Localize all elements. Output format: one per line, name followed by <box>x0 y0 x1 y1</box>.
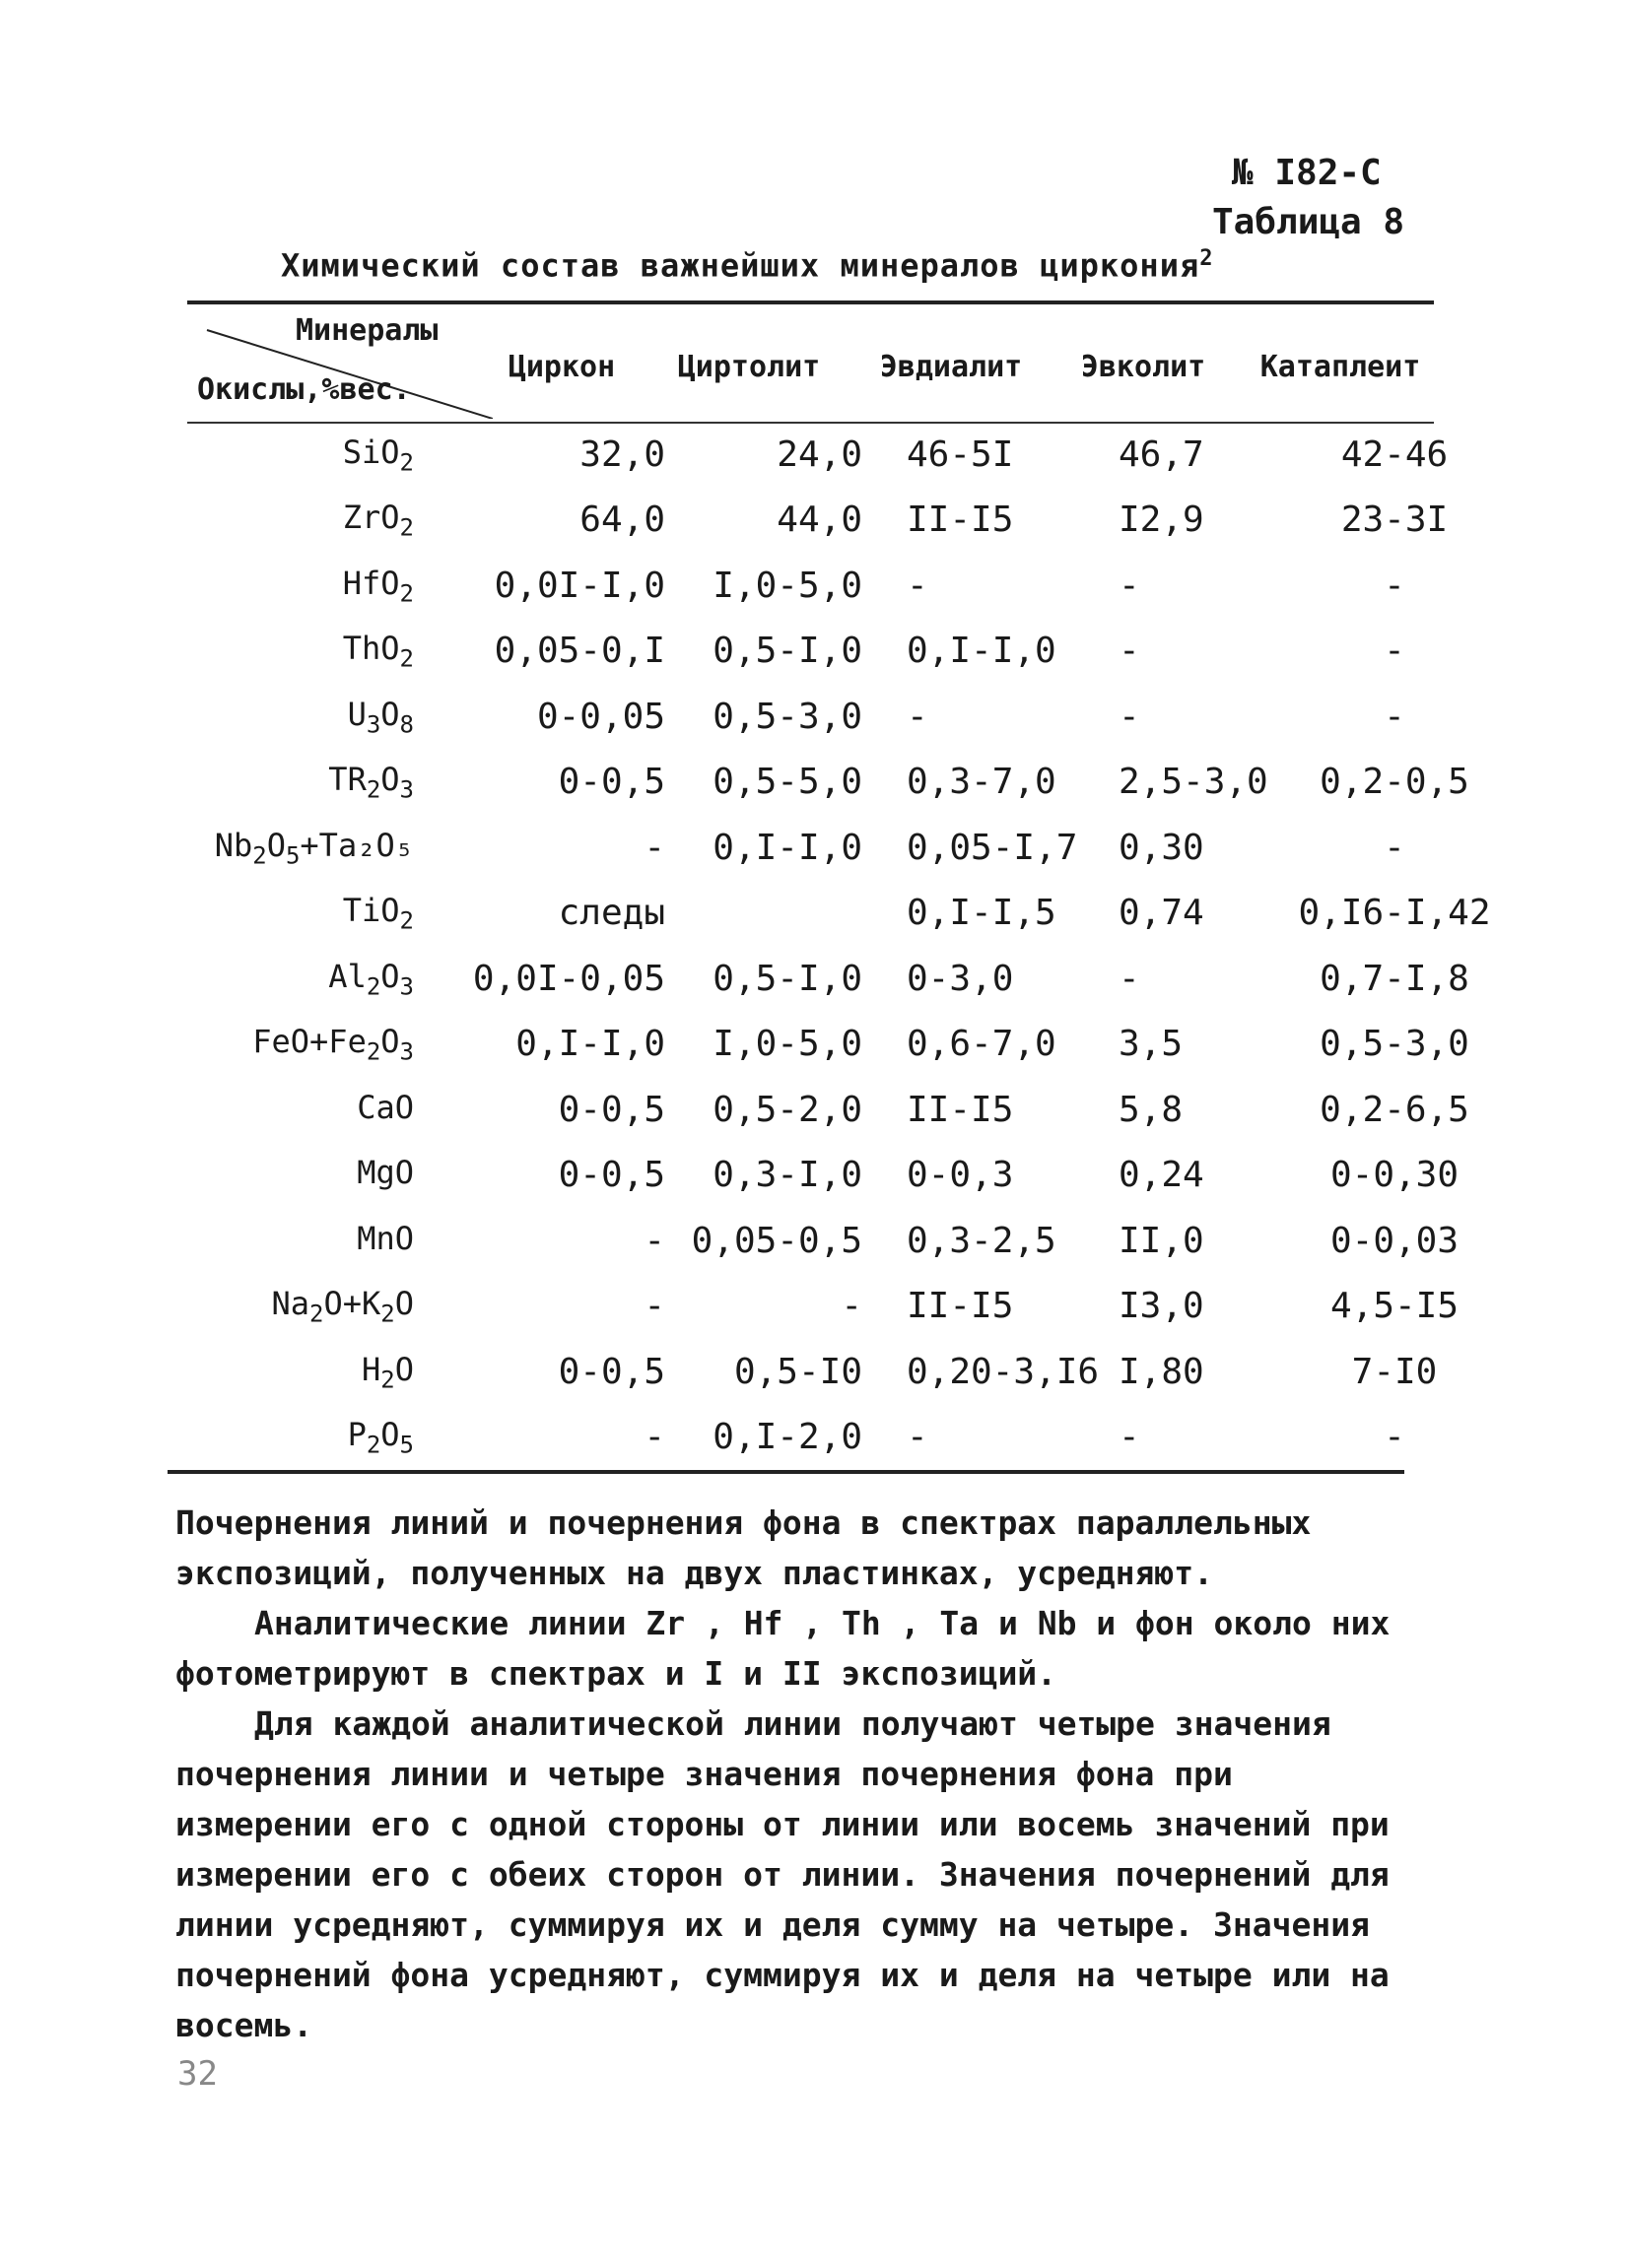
value-cell: 0-0,30 <box>1329 1155 1460 1196</box>
document-code: № I82-С <box>1232 153 1382 193</box>
oxide-formula-part: 2 <box>366 971 381 1000</box>
value-cell: - <box>644 1220 665 1261</box>
value-cell: 0,7-I,8 <box>1320 958 1469 999</box>
table-row <box>168 946 1493 1012</box>
oxide-formula-part: 2 <box>399 513 414 542</box>
value-cell: 0,2-0,5 <box>1320 762 1469 803</box>
oxide-formula-part: 2 <box>252 840 267 869</box>
value-cell: следы <box>558 893 665 934</box>
corner-oxides-label: Окислы,%вес. <box>197 372 411 407</box>
value-cell: 0,5-I0 <box>733 1351 862 1392</box>
value-cell: 0-0,5 <box>558 762 665 803</box>
table-row <box>168 553 1493 619</box>
paragraph-3: Для каждой аналитической линии получают четыре значения почернения линии и четыре значения почернения фона при измерении его с одной стороны от линии или восемь значений при измерении его с обеих сторон от линии. Значения почернений для линии усредняют, суммируя их и деля сумму на четыре. Значения почернений фона усредняют, суммируя их и деля на четыре или на восемь. <box>175 1704 1390 2044</box>
paragraph-2: Аналитические линии Zr , Hf , Th , Ta и Nb и фон около них фотометрируют в спектрах и I и II экспозиций. <box>175 1604 1391 1693</box>
value-cell: - <box>1384 631 1405 672</box>
oxide-formula-part: 2 <box>366 1037 381 1066</box>
oxide-formula-part: TiO <box>342 892 400 930</box>
value-cell: 42-46 <box>1340 434 1449 475</box>
oxide-cell <box>168 619 453 685</box>
value-cell: - <box>644 1417 665 1458</box>
value-cell: 0-0,5 <box>558 1089 665 1130</box>
value-cell: I,0-5,0 <box>713 1024 862 1065</box>
oxide-cell <box>168 553 453 619</box>
value-cell: 0,3-I,0 <box>713 1155 862 1196</box>
value-cell: 0,3-7,0 <box>907 762 1056 803</box>
value-cell: 0-0,05 <box>536 696 665 737</box>
value-cell: 0-0,5 <box>558 1155 665 1196</box>
value-cell: - <box>907 696 928 737</box>
column-header-eucolite: Эвколит <box>1080 350 1206 384</box>
value-cell: - <box>1384 565 1405 606</box>
table-row <box>168 1405 1493 1471</box>
value-cell: 0,5-2,0 <box>713 1089 862 1130</box>
value-cell: II,0 <box>1119 1220 1204 1261</box>
value-cell: II-I5 <box>907 1089 1014 1130</box>
top-rule <box>187 300 1434 304</box>
value-cell: 0,I-I,5 <box>907 893 1056 934</box>
oxide-formula-part: 3 <box>399 971 414 1000</box>
value-cell: 0,05-0,I <box>494 631 665 672</box>
value-cell: 0,5-I,0 <box>713 958 862 999</box>
oxide-formula-part: 3 <box>366 709 381 738</box>
oxide-formula-part: Nb <box>214 826 253 864</box>
oxide-cell <box>168 684 453 750</box>
oxide-formula-part: O <box>394 1350 414 1388</box>
oxide-cell <box>168 488 453 554</box>
oxide-formula-part: O+K <box>323 1285 381 1323</box>
oxide-cell <box>168 1405 453 1471</box>
table-caption-text: Химический состав важнейших минералов циркония <box>281 246 1200 285</box>
value-cell: II-I5 <box>907 500 1014 541</box>
table-row <box>168 619 1493 685</box>
value-cell: I,0-5,0 <box>713 565 862 606</box>
value-cell: - <box>644 827 665 868</box>
value-cell: 23-3I <box>1340 500 1449 541</box>
value-cell: - <box>841 1286 862 1327</box>
body-text <box>175 1498 1427 2050</box>
value-cell: 0-0,3 <box>907 1155 1014 1196</box>
oxide-formula-part: 2 <box>399 447 414 476</box>
oxide-formula-part: 3 <box>399 775 414 804</box>
oxide-cell <box>168 1208 453 1274</box>
value-cell: II-I5 <box>907 1286 1014 1327</box>
value-cell: - <box>1119 958 1140 999</box>
table-row <box>168 1012 1493 1078</box>
oxide-formula-part: O <box>380 957 400 995</box>
value-cell: 0,20-3,I6 <box>907 1351 1100 1392</box>
table-row <box>168 1143 1493 1209</box>
oxide-formula-part: 2 <box>309 1300 324 1328</box>
value-cell: - <box>1119 565 1140 606</box>
value-cell: 2,5-3,0 <box>1119 762 1268 803</box>
value-cell: 46,7 <box>1119 434 1204 475</box>
column-header-eudialyte: Эвдиалит <box>879 350 1023 384</box>
value-cell: 0,I-I,0 <box>713 827 862 868</box>
value-cell: - <box>644 1286 665 1327</box>
paragraph-1: Почернения линий и почернения фона в спектрах параллельных экспозиций, полученных на двух пластинках, усредняют. <box>175 1503 1312 1592</box>
oxide-formula-part: 2 <box>366 775 381 804</box>
oxide-cell <box>168 1274 453 1340</box>
oxide-formula-part: 5 <box>399 1431 414 1459</box>
value-cell: 0,0I-0,05 <box>472 958 665 999</box>
oxide-formula-part: Na <box>271 1285 310 1323</box>
table-row <box>168 684 1493 750</box>
value-cell: 46-5I <box>907 434 1014 475</box>
value-cell: 0-3,0 <box>907 958 1014 999</box>
oxide-formula-part: H <box>362 1350 381 1388</box>
table-row <box>168 815 1493 881</box>
table-caption <box>281 246 1213 285</box>
table-row <box>168 750 1493 816</box>
table-row <box>168 1339 1493 1405</box>
oxide-formula-part: MnO <box>357 1219 414 1257</box>
value-cell: 0,05-I,7 <box>907 827 1078 868</box>
oxide-formula-part: 2 <box>399 906 414 935</box>
value-cell: - <box>1384 696 1405 737</box>
value-cell: 0,74 <box>1119 893 1204 934</box>
value-cell: 0,5-5,0 <box>713 762 862 803</box>
value-cell: 0,0I-I,0 <box>494 565 665 606</box>
table-row <box>168 1274 1493 1340</box>
value-cell: - <box>1119 631 1140 672</box>
oxide-formula-part: Al <box>328 957 367 995</box>
value-cell: 64,0 <box>579 500 665 541</box>
table-row <box>168 1077 1493 1143</box>
oxide-formula-part: P <box>347 1416 367 1454</box>
value-cell: 0,30 <box>1119 827 1204 868</box>
oxide-formula-part: HfO <box>342 564 400 602</box>
value-cell: 0,I-I,0 <box>515 1024 665 1065</box>
oxide-cell <box>168 422 453 488</box>
value-cell: 0,I-2,0 <box>713 1417 862 1458</box>
column-header-catapleiite: Катаплеит <box>1259 350 1421 384</box>
page-number: 32 <box>177 2054 218 2094</box>
oxide-cell <box>168 1077 453 1143</box>
oxide-formula-part: CaO <box>357 1088 414 1126</box>
value-cell <box>685 881 877 947</box>
oxide-formula-part: 2 <box>380 1365 395 1393</box>
oxide-formula-part: SiO <box>342 433 400 471</box>
value-cell: 0,05-0,5 <box>691 1220 862 1261</box>
oxide-formula-part: 3 <box>399 1037 414 1066</box>
value-cell: 0,5-3,0 <box>1320 1024 1469 1065</box>
value-cell: 0,5-3,0 <box>713 696 862 737</box>
value-cell: I3,0 <box>1119 1286 1204 1327</box>
oxide-formula-part: 2 <box>399 578 414 607</box>
value-cell: 0,6-7,0 <box>907 1024 1056 1065</box>
oxide-formula-part: O <box>380 695 400 733</box>
value-cell: 0,24 <box>1119 1155 1204 1196</box>
oxide-cell <box>168 750 453 816</box>
oxide-formula-part: 2 <box>366 1431 381 1459</box>
oxide-formula-part: O <box>380 1416 400 1454</box>
oxide-formula-part: +Ta₂O₅ <box>300 826 414 864</box>
oxide-formula-part: FeO+Fe <box>252 1023 367 1061</box>
value-cell: - <box>907 1417 928 1458</box>
value-cell: 3,5 <box>1119 1024 1184 1065</box>
value-cell: - <box>1384 1417 1405 1458</box>
oxide-formula-part: O <box>380 761 400 799</box>
oxide-formula-part: O <box>266 826 286 864</box>
value-cell: 0-0,5 <box>558 1351 665 1392</box>
value-cell: - <box>1119 696 1140 737</box>
oxide-formula-part: 8 <box>399 709 414 738</box>
value-cell: - <box>907 565 928 606</box>
oxide-formula-part: 2 <box>399 644 414 673</box>
oxide-formula-part: 5 <box>285 840 301 869</box>
value-cell: 0,5-I,0 <box>713 631 862 672</box>
oxide-formula-part: MgO <box>357 1154 414 1192</box>
oxide-cell <box>168 1143 453 1209</box>
oxide-cell <box>168 1012 453 1078</box>
table-row <box>168 488 1493 554</box>
oxide-formula-part: ThO <box>342 630 400 668</box>
value-cell: 0-0,03 <box>1329 1220 1460 1261</box>
table-label: Таблица 8 <box>1212 202 1405 242</box>
value-cell: - <box>1119 1417 1140 1458</box>
mineral-composition-table <box>168 422 1493 1470</box>
column-header-zircon: Циркон <box>508 350 616 384</box>
column-header-cyrtolite: Циртолит <box>677 350 821 384</box>
value-cell: 0,3-2,5 <box>907 1220 1056 1261</box>
oxide-formula-part: TR <box>328 761 367 799</box>
oxide-formula-part: O <box>394 1285 414 1323</box>
oxide-formula-part: U <box>347 695 367 733</box>
table-row <box>168 1208 1493 1274</box>
oxide-formula-part: O <box>380 1023 400 1061</box>
oxide-cell <box>168 815 453 881</box>
value-cell: - <box>1384 827 1405 868</box>
value-cell: I,80 <box>1119 1351 1204 1392</box>
table-row <box>168 422 1493 488</box>
table-row <box>168 881 1493 947</box>
value-cell: I2,9 <box>1119 500 1204 541</box>
caption-note: 2 <box>1199 246 1214 271</box>
oxide-cell <box>168 1339 453 1405</box>
value-cell: 0,I-I,0 <box>907 631 1056 672</box>
corner-minerals-label: Минералы <box>296 313 439 348</box>
oxide-cell <box>168 946 453 1012</box>
value-cell: 44,0 <box>777 500 862 541</box>
value-cell: 0,I6-I,42 <box>1298 893 1491 934</box>
value-cell: 32,0 <box>579 434 665 475</box>
value-cell: 0,2-6,5 <box>1320 1089 1469 1130</box>
value-cell: 24,0 <box>777 434 862 475</box>
bottom-rule <box>168 1470 1404 1474</box>
value-cell: 5,8 <box>1119 1089 1184 1130</box>
oxide-cell <box>168 881 453 947</box>
value-cell: 7-I0 <box>1351 1351 1438 1392</box>
oxide-formula-part: ZrO <box>342 499 400 537</box>
value-cell: 4,5-I5 <box>1329 1286 1460 1327</box>
oxide-formula-part: 2 <box>380 1300 395 1328</box>
